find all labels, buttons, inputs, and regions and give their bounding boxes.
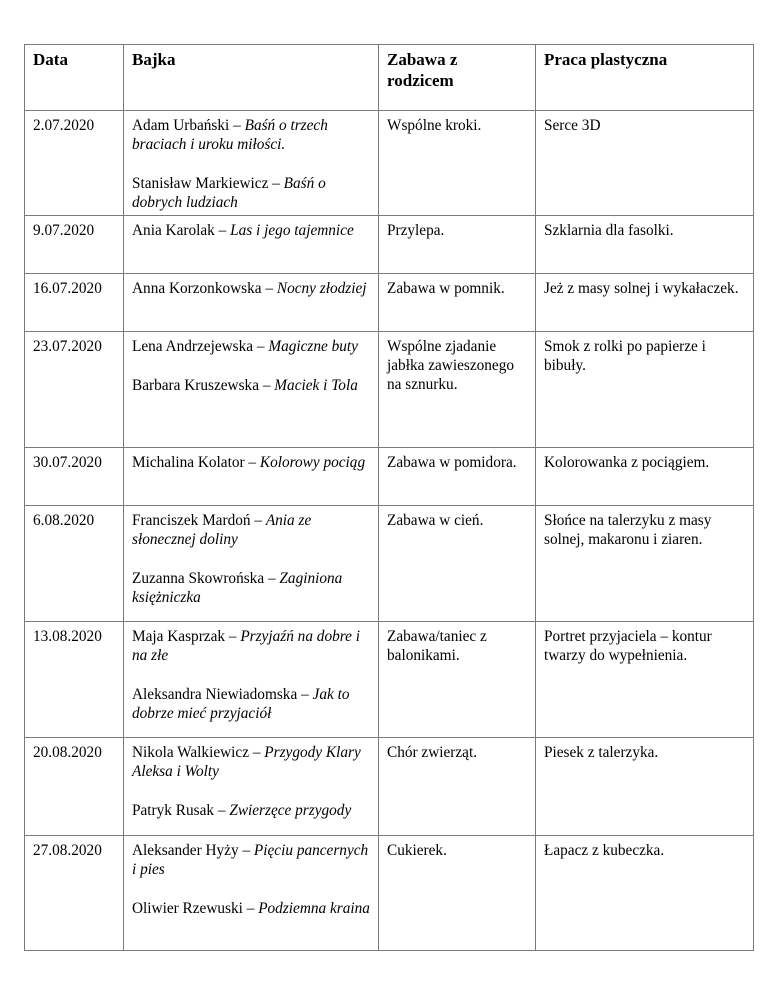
story-author: Aleksandra Niewiadomska	[132, 686, 298, 703]
separator: –	[238, 842, 254, 859]
story-entry	[132, 453, 370, 472]
story-entry	[132, 841, 370, 879]
story-author: Zuzanna Skowrońska	[132, 570, 265, 587]
table-row	[25, 216, 754, 274]
separator: –	[225, 628, 241, 645]
story-author: Barbara Kruszewska	[132, 377, 259, 394]
date-cell: 6.08.2020	[25, 506, 124, 622]
story-entry	[132, 279, 370, 298]
separator: –	[249, 744, 265, 761]
story-title: Pięciu pancernych i pies	[132, 842, 369, 878]
story-author: Maja Kasprzak	[132, 628, 226, 645]
story-title: Maciek i Tola	[274, 377, 358, 394]
story-cell	[124, 332, 379, 448]
date-cell: 13.08.2020	[25, 622, 124, 738]
separator: –	[250, 512, 266, 529]
story-author: Stanisław Markiewicz	[132, 175, 269, 192]
art-cell: Łapacz z kubeczka.	[536, 836, 754, 951]
story-cell	[124, 836, 379, 951]
story-author: Nikola Walkiewicz	[132, 744, 249, 761]
art-cell: Jeż z masy solnej i wykałaczek.	[536, 274, 754, 332]
story-title: Przygody Klary Aleksa i Wolty	[132, 744, 361, 780]
art-cell: Smok z rolki po papierze i bibuły.	[536, 332, 754, 448]
header-story: Bajka	[124, 45, 379, 111]
story-author: Aleksander Hyży	[132, 842, 239, 859]
play-cell: Zabawa w cień.	[379, 506, 536, 622]
art-cell: Słońce na talerzyku z masy solnej, makaronu i ziaren.	[536, 506, 754, 622]
date-cell: 16.07.2020	[25, 274, 124, 332]
story-title: Baśń o trzech braciach i uroku miłości.	[132, 117, 328, 153]
table-row	[25, 506, 754, 622]
story-author: Adam Urbański	[132, 117, 230, 134]
story-author: Franciszek Mardoń	[132, 512, 251, 529]
separator: –	[244, 454, 260, 471]
table-row	[25, 111, 754, 216]
table-row	[25, 738, 754, 836]
story-cell	[124, 448, 379, 506]
story-cell	[124, 506, 379, 622]
table-row	[25, 836, 754, 951]
table-row	[25, 448, 754, 506]
separator: –	[261, 280, 277, 297]
story-title: Zwierzęce przygody	[229, 802, 352, 819]
story-title: Nocny złodziej	[276, 280, 367, 297]
date-cell: 23.07.2020	[25, 332, 124, 448]
art-cell: Piesek z talerzyka.	[536, 738, 754, 836]
story-title: Las i jego tajemnice	[230, 222, 354, 239]
play-cell: Zabawa w pomnik.	[379, 274, 536, 332]
story-entry	[132, 627, 370, 665]
story-title: Ania ze słonecznej doliny	[132, 512, 312, 548]
date-cell: 30.07.2020	[25, 448, 124, 506]
play-cell: Cukierek.	[379, 836, 536, 951]
separator: –	[214, 222, 231, 239]
story-entry	[132, 116, 370, 154]
art-cell: Portret przyjaciela – kontur twarzy do wypełnienia.	[536, 622, 754, 738]
story-title: Zaginiona księżniczka	[132, 570, 343, 606]
story-entry	[132, 376, 370, 395]
story-author: Lena Andrzejewska	[132, 338, 254, 355]
art-cell: Serce 3D	[536, 111, 754, 216]
story-author: Ania Karolak	[132, 222, 215, 239]
story-title: Jak to dobrze mieć przyjaciół	[132, 686, 350, 722]
story-cell	[124, 216, 379, 274]
story-author: Anna Korzonkowska	[132, 280, 262, 297]
story-title: Kolorowy pociąg	[259, 454, 366, 471]
header-art: Praca plastyczna	[536, 45, 754, 111]
separator: –	[242, 900, 259, 917]
story-entry	[132, 337, 370, 356]
story-entry	[132, 899, 370, 918]
play-cell: Wspólne zjadanie jabłka zawieszonego na sznurku.	[379, 332, 536, 448]
table-row	[25, 274, 754, 332]
schedule-table	[24, 44, 754, 951]
story-cell	[124, 111, 379, 216]
header-date: Data	[25, 45, 124, 111]
play-cell: Zabawa/taniec z balonikami.	[379, 622, 536, 738]
story-author: Patryk Rusak	[132, 802, 215, 819]
header-play: Zabawa z rodzicem	[379, 45, 536, 111]
separator: –	[214, 802, 230, 819]
separator: –	[268, 175, 284, 192]
story-cell	[124, 274, 379, 332]
story-entry	[132, 685, 370, 723]
separator: –	[229, 117, 245, 134]
table-row	[25, 332, 754, 448]
date-cell: 20.08.2020	[25, 738, 124, 836]
date-cell: 2.07.2020	[25, 111, 124, 216]
story-author: Oliwier Rzewuski	[132, 900, 243, 917]
story-entry	[132, 174, 370, 212]
story-entry	[132, 743, 370, 781]
separator: –	[297, 686, 313, 703]
table-row	[25, 622, 754, 738]
separator: –	[253, 338, 269, 355]
story-cell	[124, 622, 379, 738]
story-cell	[124, 738, 379, 836]
separator: –	[259, 377, 275, 394]
separator: –	[264, 570, 280, 587]
story-author: Michalina Kolator	[132, 454, 245, 471]
story-title: Baśń o dobrych ludziach	[132, 175, 326, 211]
play-cell: Zabawa w pomidora.	[379, 448, 536, 506]
art-cell: Szklarnia dla fasolki.	[536, 216, 754, 274]
story-entry	[132, 801, 370, 820]
art-cell: Kolorowanka z pociągiem.	[536, 448, 754, 506]
story-title: Magiczne buty	[268, 338, 358, 355]
story-entry	[132, 221, 370, 240]
play-cell: Przylepa.	[379, 216, 536, 274]
story-entry	[132, 569, 370, 607]
story-title: Przyjaźń na dobre i na złe	[132, 628, 360, 664]
story-title: Podziemna kraina	[258, 900, 370, 917]
play-cell: Chór zwierząt.	[379, 738, 536, 836]
play-cell: Wspólne kroki.	[379, 111, 536, 216]
story-entry	[132, 511, 370, 549]
date-cell: 9.07.2020	[25, 216, 124, 274]
date-cell: 27.08.2020	[25, 836, 124, 951]
header-row	[25, 45, 754, 111]
